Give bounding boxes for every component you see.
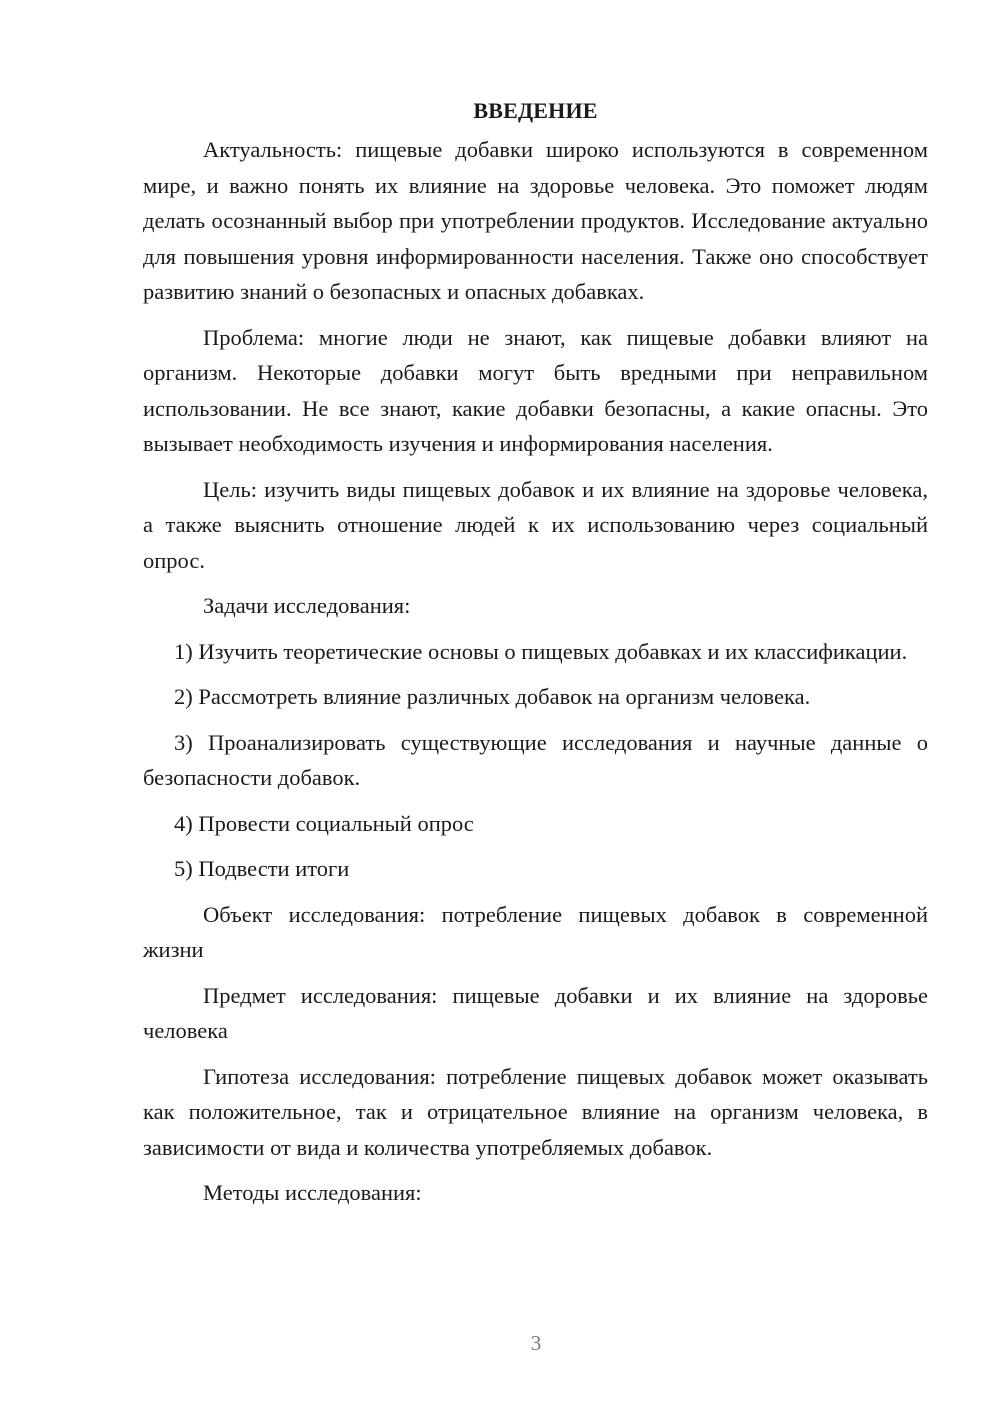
paragraph-hypothesis: Гипотеза исследования: потребление пищевых добавок может оказывать как положительное, так и отрицательное влияние на организм человека, в зависимости от вида и количества употребляемых добавок. (143, 1063, 928, 1160)
task-item-5: 5) Подвести итоги (174, 856, 350, 881)
page-number: 3 (530, 1331, 542, 1355)
document-page (143, 94, 928, 1221)
page-number-container (0, 1331, 1000, 1356)
paragraph-methods: Методы исследования: (203, 1180, 422, 1205)
task-item-4: 4) Провести социальный опрос (174, 810, 474, 836)
paragraph-goal: Цель: изучить виды пищевых добавок и их влияние на здоровье человека, а также выяснить отношение людей к их использованию через социальный опрос. (143, 476, 928, 573)
paragraph-object: Объект исследования: потребление пищевых добавок в современной жизни (143, 901, 928, 962)
section-title: ВВЕДЕНИЕ (473, 98, 598, 123)
paragraph-subject: Предмет исследования: пищевые добавки и их влияние на здоровье человека (143, 982, 928, 1043)
task-item-3: 3) Проанализировать существующие исследования и научные данные о безопасности добавок. (143, 729, 928, 790)
task-item-2: 2) Рассмотреть влияние различных добавок на организм человека. (174, 684, 811, 709)
task-item-1: 1) Изучить теоретические основы о пищевых добавках и их классификации. (174, 638, 908, 664)
paragraph-tasks-heading: Задачи исследования: (203, 593, 411, 618)
paragraph-problem: Проблема: многие люди не знают, как пищевые добавки влияют на организм. Некоторые добавки могут быть вредными при неправильном использовании. Не все знают, какие добавки безопасны, а какие опасны. Это вызывает необходимость изучения и информирования населения. (143, 324, 928, 456)
paragraph-relevance: Актуальность: пищевые добавки широко используются в современном мире, и важно понять их влияние на здоровье человека. Это поможет людям делать осознанный выбор при употреблении продуктов. Исследование актуально для повышения уровня информированности населения. Также оно способствует развитию знаний о безопасных и опасных добавках. (143, 137, 928, 304)
